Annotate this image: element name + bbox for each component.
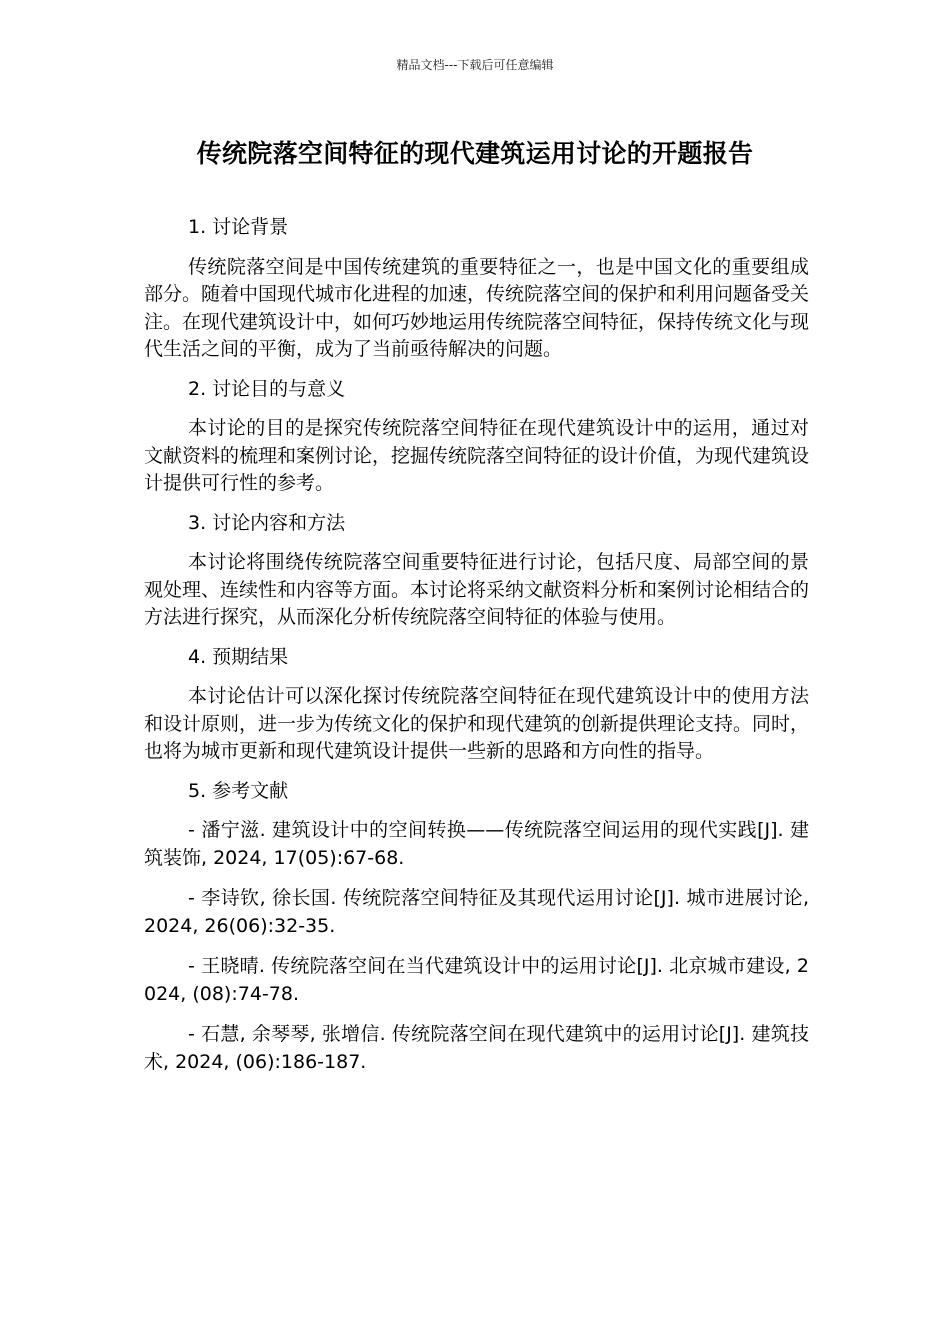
- document-body: [144, 214, 809, 1089]
- reference-item: - 潘宁滋. 建筑设计中的空间转换——传统院落空间运用的现代实践[J]. 建筑装饰, 2024, 17(05):67-68.: [144, 819, 809, 869]
- section-heading: 2. 讨论目的与意义: [188, 377, 346, 400]
- document-title: 传统院落空间特征的现代建筑运用讨论的开题报告: [196, 139, 754, 168]
- section-paragraph: 本讨论将围绕传统院落空间重要特征进行讨论，包括尺度、局部空间的景观处理、连续性和内容等方面。本讨论将采纳文献资料分析和案例讨论相结合的方法进行探究，从而深化分析传统院落空间特征的体验与使用。: [144, 551, 810, 628]
- reference-item: - 李诗钦, 徐长国. 传统院落空间特征及其现代运用讨论[J]. 城市进展讨论, 2024, 26(06):32-35.: [144, 887, 809, 937]
- section-paragraph: 本讨论的目的是探究传统院落空间特征在现代建筑设计中的运用，通过对文献资料的梳理和案例讨论，挖掘传统院落空间特征的设计价值，为现代建筑设计提供可行性的参考。: [144, 417, 810, 494]
- section-heading: 4. 预期结果: [188, 645, 289, 668]
- reference-item: - 王晓晴. 传统院落空间在当代建筑设计中的运用讨论[J]. 北京城市建设, 2024, (08):74-78.: [144, 955, 809, 1005]
- section-paragraph: 传统院落空间是中国传统建筑的重要特征之一，也是中国文化的重要组成部分。随着中国现代城市化进程的加速，传统院落空间的保护和利用问题备受关注。在现代建筑设计中，如何巧妙地运用传统院落空间特征，保持传统文化与现代生活之间的平衡，成为了当前亟待解决的问题。: [144, 255, 810, 360]
- section-background: [144, 214, 809, 364]
- section-heading: 5. 参考文献: [188, 779, 289, 802]
- section-content-method: [144, 510, 809, 632]
- section-purpose: [144, 376, 809, 498]
- header-note: 精品文档---下载后可任意编辑: [396, 58, 554, 72]
- section-heading: 1. 讨论背景: [188, 216, 289, 238]
- section-paragraph: 本讨论估计可以深化探讨传统院落空间特征在现代建筑设计中的使用方法和设计原则，进一步为传统文化的保护和现代建筑的创新提供理论支持。同时，也将为城市更新和现代建筑设计提供一些新的思路和方向性的指导。: [144, 685, 810, 762]
- section-expected-results: [144, 644, 809, 766]
- section-heading: 3. 讨论内容和方法: [188, 511, 346, 534]
- reference-item: - 石慧, 余琴琴, 张增信. 传统院落空间在现代建筑中的运用讨论[J]. 建筑技术, 2024, (06):186-187.: [144, 1023, 809, 1073]
- reference-list: [144, 817, 809, 1076]
- section-references: [144, 778, 809, 1077]
